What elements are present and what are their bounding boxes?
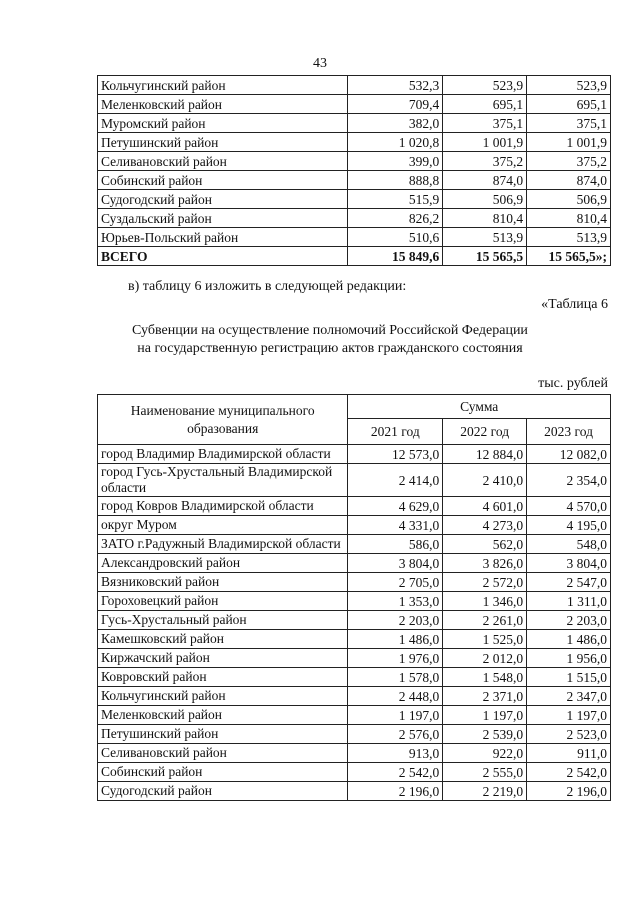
table-row bbox=[98, 611, 611, 630]
value-cell: 888,8 bbox=[348, 171, 443, 190]
table-row bbox=[98, 171, 611, 190]
value-cell: 874,0 bbox=[443, 171, 527, 190]
value-cell: 513,9 bbox=[527, 228, 611, 247]
value-cell: 3 826,0 bbox=[443, 554, 527, 573]
value-cell: 1 346,0 bbox=[443, 592, 527, 611]
value-cell: 15 565,5 bbox=[443, 247, 527, 266]
value-cell: 2 572,0 bbox=[443, 573, 527, 592]
value-cell: 1 311,0 bbox=[527, 592, 611, 611]
value-cell: 911,0 bbox=[527, 744, 611, 763]
value-cell: 1 486,0 bbox=[527, 630, 611, 649]
table-row bbox=[98, 649, 611, 668]
value-cell: 532,3 bbox=[348, 76, 443, 95]
header-year-2022: 2022 год bbox=[443, 419, 527, 445]
value-cell: 4 273,0 bbox=[443, 516, 527, 535]
municipality-cell: город Ковров Владимирской области bbox=[98, 497, 348, 516]
municipality-cell: ВСЕГО bbox=[98, 247, 348, 266]
value-cell: 3 804,0 bbox=[527, 554, 611, 573]
value-cell: 513,9 bbox=[443, 228, 527, 247]
municipality-cell: Гороховецкий район bbox=[98, 592, 348, 611]
table-row bbox=[98, 114, 611, 133]
table-row bbox=[98, 152, 611, 171]
municipality-cell: Кольчугинский район bbox=[98, 76, 348, 95]
value-cell: 2 576,0 bbox=[348, 725, 443, 744]
table-row bbox=[98, 725, 611, 744]
amendment-text: в) таблицу 6 изложить в следующей редакции: bbox=[128, 279, 407, 294]
municipality-cell: Вязниковский район bbox=[98, 573, 348, 592]
table-row bbox=[98, 209, 611, 228]
value-cell: 709,4 bbox=[348, 95, 443, 114]
value-cell: 12 884,0 bbox=[443, 445, 527, 464]
value-cell: 2 705,0 bbox=[348, 573, 443, 592]
continued-table bbox=[97, 75, 611, 266]
table-row bbox=[98, 95, 611, 114]
value-cell: 375,2 bbox=[443, 152, 527, 171]
value-cell: 826,2 bbox=[348, 209, 443, 228]
municipality-cell: Собинский район bbox=[98, 763, 348, 782]
value-cell: 523,9 bbox=[527, 76, 611, 95]
value-cell: 375,1 bbox=[443, 114, 527, 133]
municipality-cell: Селивановский район bbox=[98, 744, 348, 763]
value-cell: 510,6 bbox=[348, 228, 443, 247]
table-row bbox=[98, 190, 611, 209]
table-row bbox=[98, 497, 611, 516]
value-cell: 2 410,0 bbox=[443, 464, 527, 497]
subvention-table-header bbox=[98, 395, 611, 445]
municipality-cell: Судогодский район bbox=[98, 190, 348, 209]
value-cell: 810,4 bbox=[527, 209, 611, 228]
value-cell: 695,1 bbox=[443, 95, 527, 114]
header-year-2023: 2023 год bbox=[527, 419, 611, 445]
value-cell: 1 020,8 bbox=[348, 133, 443, 152]
units-label: тыс. рублей bbox=[538, 376, 608, 391]
value-cell: 2 219,0 bbox=[443, 782, 527, 801]
value-cell: 375,2 bbox=[527, 152, 611, 171]
municipality-cell: Гусь-Хрустальный район bbox=[98, 611, 348, 630]
value-cell: 874,0 bbox=[527, 171, 611, 190]
value-cell: 515,9 bbox=[348, 190, 443, 209]
value-cell: 913,0 bbox=[348, 744, 443, 763]
value-cell: 4 601,0 bbox=[443, 497, 527, 516]
table-row bbox=[98, 76, 611, 95]
table-row bbox=[98, 516, 611, 535]
value-cell: 506,9 bbox=[443, 190, 527, 209]
value-cell: 548,0 bbox=[527, 535, 611, 554]
municipality-cell: Суздальский район bbox=[98, 209, 348, 228]
table-label: «Таблица 6 bbox=[541, 297, 608, 312]
value-cell: 2 196,0 bbox=[527, 782, 611, 801]
value-cell: 2 347,0 bbox=[527, 687, 611, 706]
value-cell: 2 523,0 bbox=[527, 725, 611, 744]
value-cell: 1 001,9 bbox=[527, 133, 611, 152]
value-cell: 2 203,0 bbox=[527, 611, 611, 630]
value-cell: 562,0 bbox=[443, 535, 527, 554]
header-municipality: Наименование муниципального образования bbox=[98, 395, 348, 445]
value-cell: 375,1 bbox=[527, 114, 611, 133]
subvention-table bbox=[97, 394, 611, 801]
table-row bbox=[98, 668, 611, 687]
value-cell: 695,1 bbox=[527, 95, 611, 114]
table-row bbox=[98, 687, 611, 706]
value-cell: 1 001,9 bbox=[443, 133, 527, 152]
value-cell: 1 548,0 bbox=[443, 668, 527, 687]
table-row bbox=[98, 464, 611, 497]
value-cell: 2 414,0 bbox=[348, 464, 443, 497]
value-cell: 2 547,0 bbox=[527, 573, 611, 592]
value-cell: 4 195,0 bbox=[527, 516, 611, 535]
value-cell: 4 629,0 bbox=[348, 497, 443, 516]
value-cell: 922,0 bbox=[443, 744, 527, 763]
table-row bbox=[98, 554, 611, 573]
value-cell: 1 197,0 bbox=[527, 706, 611, 725]
municipality-cell: город Владимир Владимирской области bbox=[98, 445, 348, 464]
header-year-2021: 2021 год bbox=[348, 419, 443, 445]
municipality-cell: Судогодский район bbox=[98, 782, 348, 801]
value-cell: 2 354,0 bbox=[527, 464, 611, 497]
table-row bbox=[98, 445, 611, 464]
municipality-cell: Селивановский район bbox=[98, 152, 348, 171]
value-cell: 1 486,0 bbox=[348, 630, 443, 649]
municipality-cell: Киржачский район bbox=[98, 649, 348, 668]
municipality-cell: ЗАТО г.Радужный Владимирской области bbox=[98, 535, 348, 554]
value-cell: 4 331,0 bbox=[348, 516, 443, 535]
value-cell: 2 012,0 bbox=[443, 649, 527, 668]
municipality-cell: Петушинский район bbox=[98, 133, 348, 152]
municipality-cell: округ Муром bbox=[98, 516, 348, 535]
value-cell: 399,0 bbox=[348, 152, 443, 171]
table-row bbox=[98, 133, 611, 152]
value-cell: 2 542,0 bbox=[527, 763, 611, 782]
value-cell: 1 515,0 bbox=[527, 668, 611, 687]
title-line-2: на государственную регистрацию актов гражданского состояния bbox=[137, 341, 523, 356]
value-cell: 382,0 bbox=[348, 114, 443, 133]
value-cell: 15 849,6 bbox=[348, 247, 443, 266]
subvention-table-body bbox=[98, 445, 611, 801]
municipality-cell: Меленковский район bbox=[98, 706, 348, 725]
table-row bbox=[98, 535, 611, 554]
table-row bbox=[98, 782, 611, 801]
value-cell: 2 555,0 bbox=[443, 763, 527, 782]
municipality-cell: Кольчугинский район bbox=[98, 687, 348, 706]
title-line-1: Субвенции на осуществление полномочий Российской Федерации bbox=[132, 323, 528, 338]
value-cell: 1 956,0 bbox=[527, 649, 611, 668]
value-cell: 2 371,0 bbox=[443, 687, 527, 706]
value-cell: 2 261,0 bbox=[443, 611, 527, 630]
total-row bbox=[98, 247, 611, 266]
value-cell: 506,9 bbox=[527, 190, 611, 209]
value-cell: 15 565,5»; bbox=[527, 247, 611, 266]
value-cell: 523,9 bbox=[443, 76, 527, 95]
value-cell: 4 570,0 bbox=[527, 497, 611, 516]
table-title bbox=[100, 322, 560, 358]
table-row bbox=[98, 228, 611, 247]
table-row bbox=[98, 573, 611, 592]
table-row bbox=[98, 592, 611, 611]
municipality-cell: Собинский район bbox=[98, 171, 348, 190]
value-cell: 2 542,0 bbox=[348, 763, 443, 782]
table-row bbox=[98, 744, 611, 763]
value-cell: 1 525,0 bbox=[443, 630, 527, 649]
municipality-cell: Муромский район bbox=[98, 114, 348, 133]
municipality-cell: Ковровский район bbox=[98, 668, 348, 687]
value-cell: 2 448,0 bbox=[348, 687, 443, 706]
value-cell: 2 203,0 bbox=[348, 611, 443, 630]
municipality-cell: Петушинский район bbox=[98, 725, 348, 744]
value-cell: 12 573,0 bbox=[348, 445, 443, 464]
value-cell: 2 539,0 bbox=[443, 725, 527, 744]
table-row bbox=[98, 706, 611, 725]
value-cell: 586,0 bbox=[348, 535, 443, 554]
continued-table-body bbox=[98, 76, 611, 266]
value-cell: 1 197,0 bbox=[348, 706, 443, 725]
table-row bbox=[98, 763, 611, 782]
header-sum: Сумма bbox=[348, 395, 611, 419]
value-cell: 3 804,0 bbox=[348, 554, 443, 573]
value-cell: 1 578,0 bbox=[348, 668, 443, 687]
value-cell: 1 976,0 bbox=[348, 649, 443, 668]
value-cell: 1 197,0 bbox=[443, 706, 527, 725]
municipality-cell: Камешковский район bbox=[98, 630, 348, 649]
municipality-cell: Александровский район bbox=[98, 554, 348, 573]
page-number: 43 bbox=[313, 56, 327, 71]
table-row bbox=[98, 630, 611, 649]
value-cell: 810,4 bbox=[443, 209, 527, 228]
municipality-cell: Меленковский район bbox=[98, 95, 348, 114]
municipality-cell: город Гусь-Хрустальный Владимирской области bbox=[98, 464, 348, 497]
value-cell: 2 196,0 bbox=[348, 782, 443, 801]
value-cell: 12 082,0 bbox=[527, 445, 611, 464]
value-cell: 1 353,0 bbox=[348, 592, 443, 611]
municipality-cell: Юрьев-Польский район bbox=[98, 228, 348, 247]
